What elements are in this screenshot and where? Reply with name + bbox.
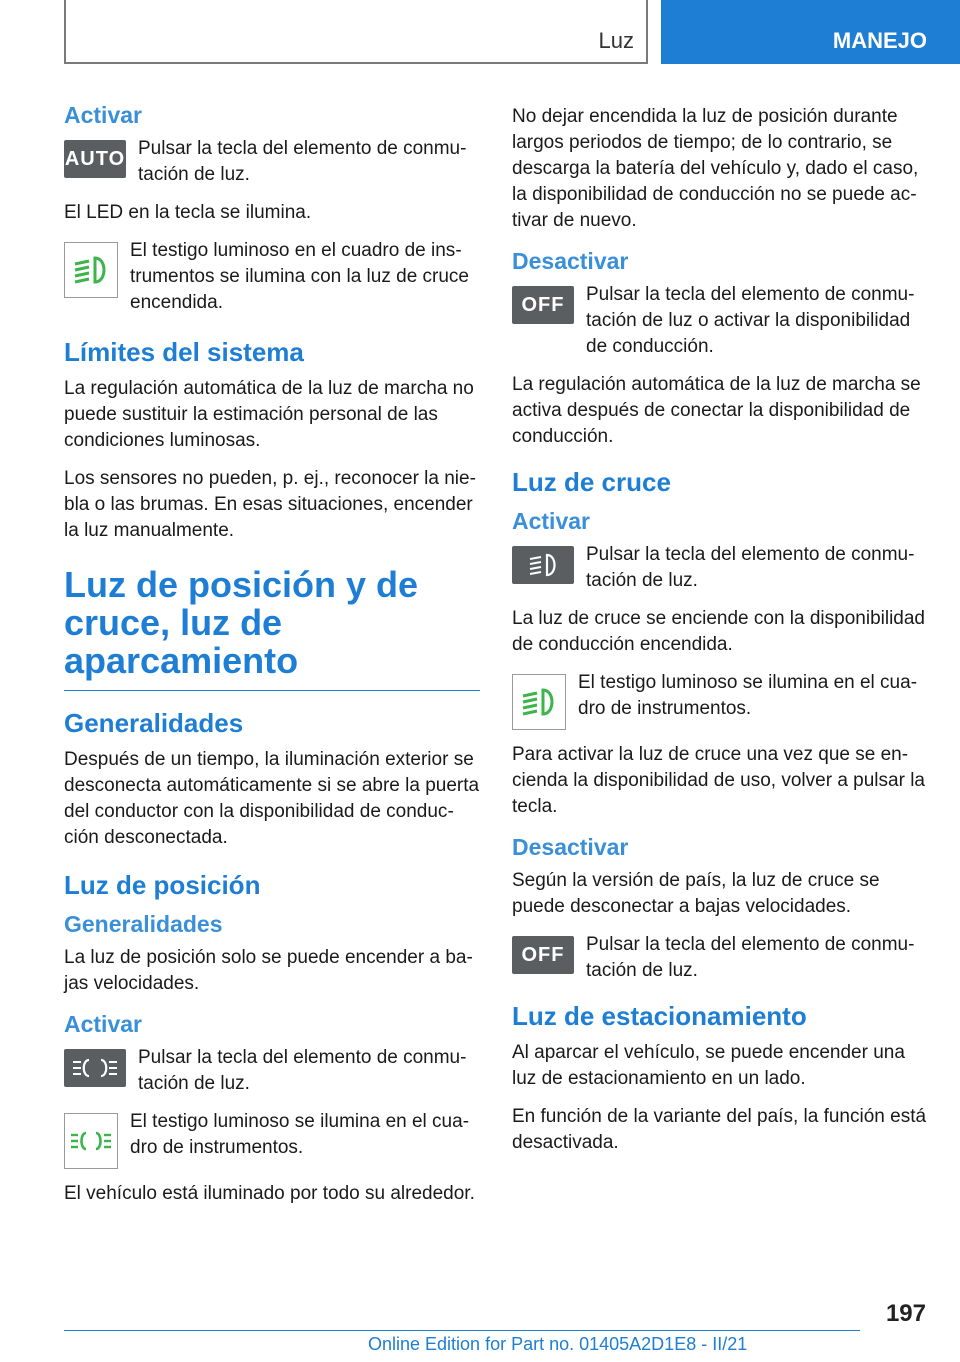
footer-divider (64, 1330, 860, 1331)
page-number: 197 (885, 1300, 926, 1327)
main-section-title: Luz de posición y de cruce, luz de aparcamiento (64, 566, 480, 691)
cruce-para-text: Para activar la luz de cruce una vez que se encienda la disponibilidad de uso, volver a pulsar la tecla. (512, 744, 925, 817)
desactivar-heading: Desactivar (512, 248, 629, 274)
posicion-generalidades-text: La luz de posición solo se puede encender a bajas velocidades. (64, 947, 473, 994)
intro-text: No dejar encendida la luz de posición durante largos periodos de tiempo; de lo contrario, se descarga la batería del vehículo y, dado el caso, la disponibilidad de conducción no se puede activar de nuevo. (512, 106, 919, 231)
activar-text: Pulsar la tecla del elemento de conmutación de luz. (138, 138, 467, 185)
cruce-off-text: Pulsar la tecla del elemento de conmutación de luz. (586, 934, 915, 981)
auto-button-icon: AUTO (64, 140, 126, 178)
header-section-tab[interactable]: MANEJO (661, 0, 960, 64)
off-button-icon: OFF (512, 286, 574, 324)
cruce-testigo-row (512, 670, 928, 730)
parking-light-button-icon (64, 1049, 126, 1087)
cruce-desactivar-heading: Desactivar (512, 834, 629, 860)
testigo-text: El testigo luminoso en el cuadro de instrumentos se ilumina con la luz de cruce encendida. (130, 240, 469, 313)
generalidades-text: Después de un tiempo, la iluminación exterior se desconecta automáticamente si se abre la puerta del conductor con la disponibilidad de conducción desconectada. (64, 749, 480, 848)
right-column (512, 104, 928, 1168)
off-button-row (512, 282, 928, 360)
posicion-testigo-text: El testigo luminoso se ilumina en el cuadro de instrumentos. (130, 1111, 470, 1158)
posicion-testigo-row (64, 1109, 480, 1169)
cruce-testigo-text: El testigo luminoso se ilumina en el cuadro de instrumentos. (578, 672, 918, 719)
estacionamiento-p1: Al aparcar el vehículo, se puede encender una luz de estacionamiento en un lado. (512, 1042, 905, 1089)
posicion-generalidades-heading: Generalidades (64, 911, 223, 937)
led-text: El LED en la tecla se ilumina. (64, 202, 312, 223)
generalidades-heading: Generalidades (64, 708, 244, 738)
limites-p1: La regulación automática de la luz de marcha no puede sustituir la estimación personal de las condiciones luminosas. (64, 378, 474, 451)
off-button-row-2 (512, 932, 928, 984)
estacionamiento-p2: En función de la variante del país, la función está desactivada. (512, 1106, 927, 1153)
header-frame (64, 0, 648, 64)
parking-indicator-icon (64, 1113, 118, 1169)
limites-heading: Límites del sistema (64, 337, 304, 367)
low-beam-indicator-icon-2 (512, 674, 566, 730)
estacionamiento-heading: Luz de estacionamiento (512, 1001, 807, 1031)
low-beam-button-icon (512, 546, 574, 584)
cruce-activar-heading: Activar (512, 508, 590, 534)
cruce-heading: Luz de cruce (512, 467, 671, 497)
regulacion-text: La regulación automática de la luz de marcha se activa después de conectar la disponibilidad de conducción. (512, 374, 921, 447)
posicion-final-text: El vehículo está iluminado por todo su alrededor. (64, 1183, 475, 1204)
left-column (64, 100, 480, 1219)
testigo-row (64, 238, 480, 316)
posicion-activar-text: Pulsar la tecla del elemento de conmutación de luz. (138, 1047, 467, 1094)
low-beam-button-row (512, 542, 928, 594)
footer-edition: Online Edition for Part no. 01405A2D1E8 - II/21 (368, 1334, 748, 1354)
cruce-enciende-text: La luz de cruce se enciende con la disponibilidad de conducción encendida. (512, 608, 925, 655)
cruce-activar-text: Pulsar la tecla del elemento de conmutación de luz. (586, 544, 915, 591)
activar-heading: Activar (64, 102, 142, 128)
limites-p2: Los sensores no pueden, p. ej., reconocer la niebla o las brumas. En esas situaciones, encender la luz manualmente. (64, 468, 476, 541)
desactivar-text: Pulsar la tecla del elemento de conmutación de luz o activar la disponibilidad de conducción. (586, 284, 915, 357)
posicion-heading: Luz de posición (64, 870, 261, 900)
low-beam-indicator-icon (64, 242, 118, 298)
header-title: Luz (598, 28, 634, 53)
cruce-desactivar-text: Según la versión de país, la luz de cruce se puede desconectar a bajas velocidades. (512, 870, 880, 917)
parking-button-row (64, 1045, 480, 1097)
posicion-activar-heading: Activar (64, 1011, 142, 1037)
auto-button-row (64, 136, 480, 188)
off-button-icon-2: OFF (512, 936, 574, 974)
